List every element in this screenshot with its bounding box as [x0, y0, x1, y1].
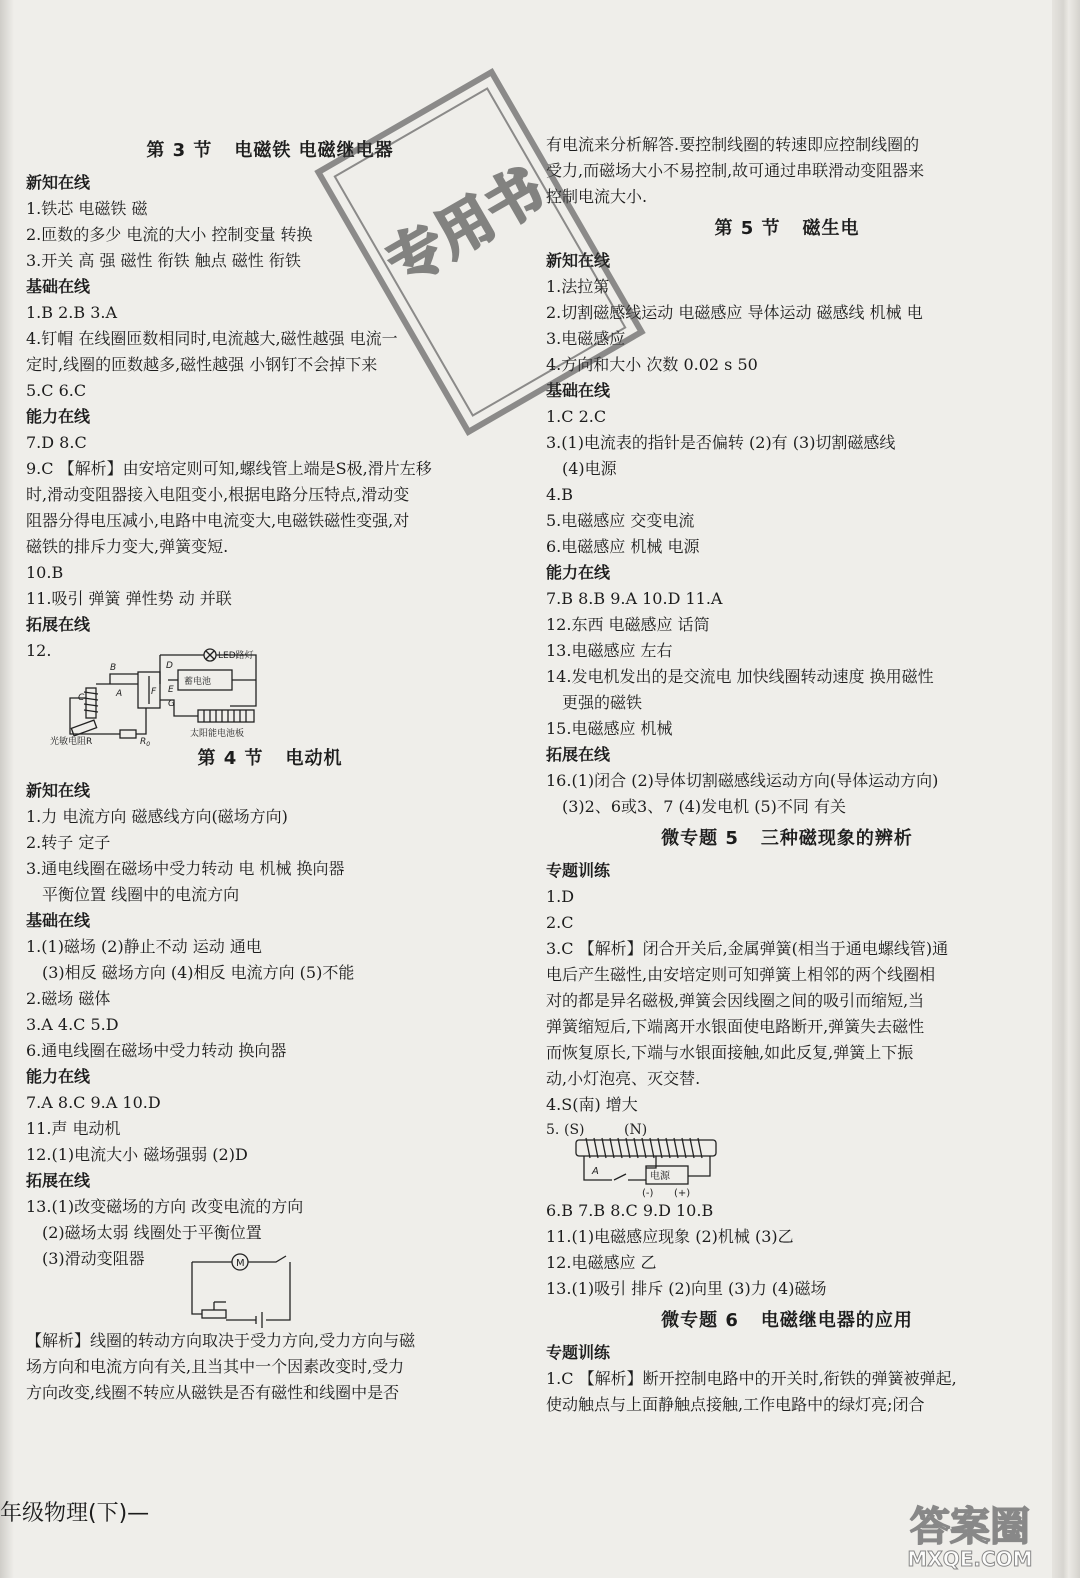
- label-f: F: [151, 687, 157, 697]
- answer-line: 方向改变,线圈不转应从磁铁是否有磁性和线圈中是否: [26, 1383, 400, 1402]
- minus-label: (-): [642, 1188, 654, 1199]
- answer-line: 阻器分得电压减小,电路中电流变大,电磁铁磁性变强,对: [26, 511, 410, 530]
- answer-line: 对的都是异名磁极,弹簧会因线圈之间的吸引而缩短,当: [546, 991, 925, 1010]
- answer-line: 12.东西 电磁感应 话筒: [546, 615, 710, 634]
- answer-line: 1.C 2.C: [546, 407, 607, 426]
- answer-line: 而恢复原长,下端与水银面接触,如此反复,弹簧上下振: [546, 1043, 914, 1062]
- answer-line: 6.B 7.B 8.C 9.D 10.B: [546, 1201, 714, 1220]
- label-a: A: [592, 1166, 599, 1177]
- answer-line: 16.(1)闭合 (2)导体切割磁感线运动方向(导体运动方向): [546, 771, 939, 790]
- stamp: [360, 92, 600, 412]
- motor-label: M: [236, 1258, 245, 1269]
- section-number: 第 3 节: [146, 140, 213, 161]
- answer-line: 2.切割磁感线运动 电磁感应 导体运动 磁感线 机械 电: [546, 303, 923, 322]
- answer-line: 7.A 8.C 9.A 10.D: [26, 1093, 161, 1112]
- answer-line: 13.电磁感应 左右: [546, 641, 673, 660]
- s-pole-label: (S): [564, 1122, 585, 1138]
- page-edge: [1052, 0, 1080, 1578]
- led-label: LED路灯: [218, 651, 254, 661]
- answer-line: 场方向和电流方向有关,且当其中一个因素改变时,受力: [26, 1357, 405, 1376]
- answer-line: 7.B 8.B 9.A 10.D 11.A: [546, 589, 723, 608]
- figure-q12-circuit: [50, 644, 290, 748]
- answer-line: 2.匝数的多少 电流的大小 控制变量 转换: [26, 225, 313, 244]
- subheading: 能力在线: [26, 1067, 91, 1086]
- answer-line: 12.: [26, 641, 52, 660]
- answer-line: 3.通电线圈在磁场中受力转动 电 机械 换向器: [26, 859, 345, 878]
- answer-line: 13.(1)吸引 排斥 (2)向里 (3)力 (4)磁场: [546, 1279, 827, 1298]
- answer-line: 弹簧缩短后,下端离开水银面使电路断开,弹簧失去磁性: [546, 1017, 925, 1036]
- answer-line: 受力,而磁场大小不易控制,故可通过串联滑动变阻器来: [546, 161, 925, 180]
- answer-line: (3)滑动变阻器: [42, 1249, 145, 1268]
- answer-line: (2)磁场太弱 线圈处于平衡位置: [42, 1223, 262, 1242]
- answer-line: 动,小灯泡亮、灭交替.: [546, 1069, 701, 1088]
- section-name: 电磁铁 电磁继电器: [234, 140, 394, 161]
- subheading: 专题训练: [546, 1343, 611, 1362]
- answer-line: 更强的磁铁: [562, 693, 643, 712]
- section-number: 第 5 节: [714, 218, 781, 239]
- answer-line: 3.A 4.C 5.D: [26, 1015, 119, 1034]
- answer-line: 磁铁的排斥力变大,弹簧变短.: [26, 537, 229, 556]
- label-b: B: [110, 663, 117, 673]
- answer-line: 5.电磁感应 交变电流: [546, 511, 695, 530]
- subheading: 拓展在线: [26, 1171, 91, 1190]
- answer-line: 1.C 【解析】断开控制电路中的开关时,衔铁的弹簧被弹起,: [546, 1369, 957, 1388]
- watermark-url: MXQE.COM: [907, 1547, 1033, 1571]
- answer-line: 6.通电线圈在磁场中受力转动 换向器: [26, 1041, 287, 1060]
- answer-line: 6.电磁感应 机械 电源: [546, 537, 700, 556]
- ldr-label: 光敏电阻R: [50, 737, 93, 747]
- answer-line: 4.钉帽 在线圈匝数相同时,电流越大,磁性越强 电流一: [26, 329, 398, 348]
- answer-line: 4.S(南) 增大: [546, 1095, 638, 1114]
- subheading: 基础在线: [26, 911, 91, 930]
- q5-number: 5.: [546, 1122, 560, 1138]
- label-g: G: [168, 699, 175, 709]
- r0-label: $R_0$: [140, 737, 151, 748]
- answer-line: 12.(1)电流大小 磁场强弱 (2)D: [26, 1145, 248, 1164]
- stamp-text: 专用书: [376, 157, 555, 298]
- answer-line: 15.电磁感应 机械: [546, 719, 673, 738]
- battery-label: 蓄电池: [184, 677, 212, 687]
- n-pole-label: (N): [624, 1122, 648, 1138]
- answer-line: 使动触点与上面静触点接触,工作电路中的绿灯亮;闭合: [546, 1395, 925, 1414]
- resistor-r0: [120, 730, 136, 738]
- answer-line: 时,滑动变阻器接入电阻变小,根据电路分压特点,滑动变: [26, 485, 410, 504]
- answer-line: 13.(1)改变磁场的方向 改变电流的方向: [26, 1197, 304, 1216]
- answer-line: 1.(1)磁场 (2)静止不动 运动 通电: [26, 937, 262, 956]
- answer-line: (3)相反 磁场方向 (4)相反 电流方向 (5)不能: [42, 963, 355, 982]
- subheading: 新知在线: [26, 781, 91, 800]
- section-title: [546, 1302, 1028, 1340]
- answer-line: 3.开关 高 强 磁性 衔铁 触点 磁性 衔铁: [26, 251, 301, 270]
- q12-circuit-svg: [50, 644, 290, 748]
- rheostat: [202, 1310, 226, 1318]
- figure-q5-solenoid: [546, 1118, 736, 1198]
- subheading: 新知在线: [26, 173, 91, 192]
- answer-line: (4)电源: [562, 459, 617, 478]
- answer-line: 11.声 电动机: [26, 1119, 121, 1138]
- answer-line: 1.D: [546, 887, 575, 906]
- subheading: 新知在线: [546, 251, 611, 270]
- subheading: 基础在线: [546, 381, 611, 400]
- subheading: 专题训练: [546, 861, 611, 880]
- answer-line: 3.电磁感应: [546, 329, 626, 348]
- section-title: [546, 820, 1028, 858]
- subheading: 拓展在线: [26, 615, 91, 634]
- q5-solenoid-svg: [546, 1118, 736, 1198]
- answer-line: 4.B: [546, 485, 574, 504]
- answer-line: 定时,线圈的匝数越多,磁性越强 小钢钉不会掉下来: [26, 355, 378, 374]
- answer-line: 4.方向和大小 次数 0.02 s 50: [546, 355, 758, 374]
- section-number: 微专题 5: [661, 828, 739, 849]
- answer-line: 【解析】线圈的转动方向取决于受力方向,受力方向与磁: [26, 1331, 416, 1350]
- answer-line: (3)2、6或3、7 (4)发电机 (5)不同 有关: [562, 797, 846, 816]
- answer-line: 2.C: [546, 913, 574, 932]
- answer-line: 9.C 【解析】由安培定则可知,螺线管上端是S极,滑片左移: [26, 459, 432, 478]
- footer-text: 年级物理(下)—: [0, 1501, 150, 1526]
- right-column: [546, 132, 1028, 1418]
- power-label: 电源: [650, 1171, 670, 1182]
- subheading: 能力在线: [546, 563, 611, 582]
- q13-circuit-svg: [186, 1254, 316, 1328]
- section-name: 电动机: [285, 748, 343, 769]
- answer-line: 2.转子 定子: [26, 833, 111, 852]
- answer-line: 14.发电机发出的是交流电 加快线圈转动速度 换用磁性: [546, 667, 934, 686]
- answer-line: 有电流来分析解答.要控制线圈的转速即应控制线圈的: [546, 135, 920, 154]
- subheading: 基础在线: [26, 277, 91, 296]
- answer-line: 1.B 2.B 3.A: [26, 303, 118, 322]
- section-title: [26, 740, 514, 778]
- page-binding-shadow: [0, 0, 14, 1578]
- section-number: 微专题 6: [661, 1310, 739, 1331]
- section-name: 电磁继电器的应用: [760, 1310, 913, 1331]
- figure-q13-circuit: [186, 1254, 316, 1328]
- watermark-logo: [880, 1500, 1060, 1570]
- answer-line: 1.力 电流方向 磁感线方向(磁场方向): [26, 807, 288, 826]
- answer-line: 7.D 8.C: [26, 433, 87, 452]
- answer-line: 电后产生磁性,由安培定则可知弹簧上相邻的两个线圈相: [546, 965, 936, 984]
- answer-line: 1.法拉第: [546, 277, 610, 296]
- watermark-big: 答案圈: [910, 1504, 1030, 1550]
- section-name: 磁生电: [802, 218, 860, 239]
- answer-line: 平衡位置 线圈中的电流方向: [42, 885, 240, 904]
- solar-panel-label: 太阳能电池板: [190, 729, 245, 739]
- plus-label: (+): [674, 1188, 691, 1199]
- answer-line: 3.(1)电流表的指针是否偏转 (2)有 (3)切割磁感线: [546, 433, 896, 452]
- label-d: D: [166, 661, 173, 671]
- label-a: A: [116, 689, 123, 699]
- section-title: [546, 210, 1028, 248]
- section-name: 三种磁现象的辨析: [760, 828, 913, 849]
- label-c: C: [78, 693, 85, 703]
- section-number: 第 4 节: [197, 748, 264, 769]
- answer-line: 12.电磁感应 乙: [546, 1253, 657, 1272]
- answer-line: 10.B: [26, 563, 64, 582]
- answer-line: 3.C 【解析】闭合开关后,金属弹簧(相当于通电螺线管)通: [546, 939, 949, 958]
- answer-line: 1.铁芯 电磁铁 磁: [26, 199, 148, 218]
- answer-line: 11.吸引 弹簧 弹性势 动 并联: [26, 589, 232, 608]
- answer-line: 控制电流大小.: [546, 187, 648, 206]
- answer-line: 2.磁场 磁体: [26, 989, 111, 1008]
- subheading: 能力在线: [26, 407, 91, 426]
- label-e: E: [168, 685, 174, 695]
- answer-line: 11.(1)电磁感应现象 (2)机械 (3)乙: [546, 1227, 794, 1246]
- answer-line: 5.C 6.C: [26, 381, 87, 400]
- subheading: 拓展在线: [546, 745, 611, 764]
